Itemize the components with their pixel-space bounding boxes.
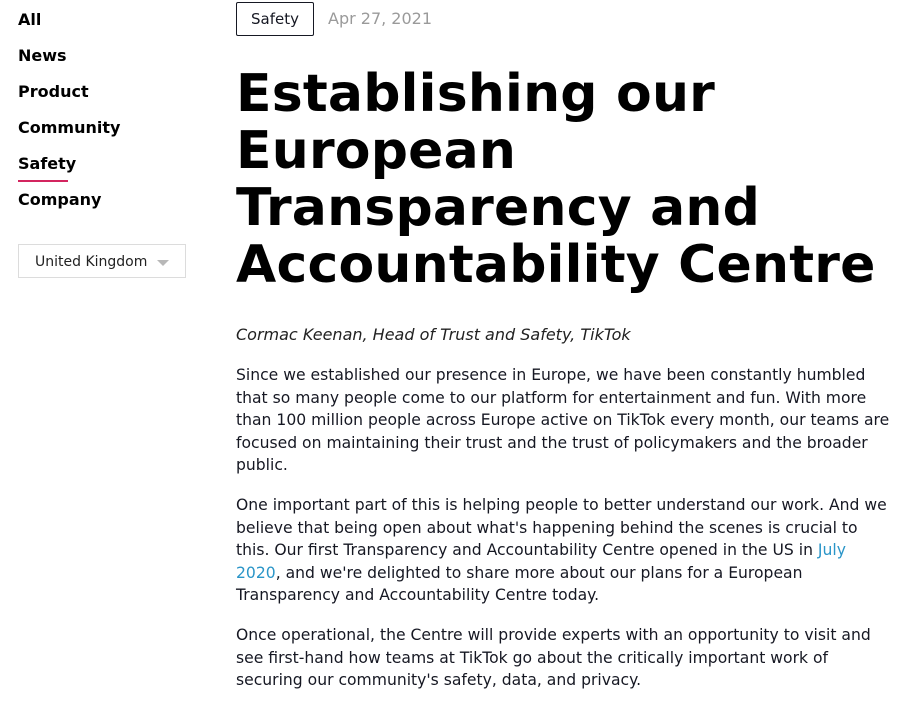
region-select[interactable] bbox=[18, 244, 186, 278]
article-title: Establishing our European Transparency and Accountability Centre bbox=[236, 64, 876, 295]
article-byline: Cormac Keenan, Head of Trust and Safety, TikTok bbox=[236, 325, 631, 344]
nav-item-product[interactable]: Product bbox=[18, 82, 89, 101]
publish-date: Apr 27, 2021 bbox=[328, 9, 433, 28]
paragraph-text: , and we're delighted to share more about our plans for a European Transparency and Accountability Centre today. bbox=[236, 563, 803, 604]
article-paragraph: Since we established our presence in Europe, we have been constantly humbled that so many people come to our platform for entertainment and fun. With more than 100 million people across Europe active on TikTok every month, our teams are focused on maintaining their trust and the trust of policymakers and the broader public. bbox=[236, 366, 890, 474]
paragraph-text: One important part of this is helping people to better understand our work. And we believe that being open about what's happening behind the scenes is crucial to this. Our first Transparency and Accountability Centre opened in the US in bbox=[236, 496, 887, 559]
nav-item-news[interactable]: News bbox=[18, 46, 67, 65]
category-tag[interactable]: Safety bbox=[236, 2, 314, 36]
chevron-down-icon bbox=[157, 260, 169, 266]
article-paragraph: Once operational, the Centre will provide experts with an opportunity to visit and see first-hand how teams at TikTok go about the critically important work of securing our community's safety, data, and privacy. bbox=[236, 626, 871, 689]
nav-item-all[interactable]: All bbox=[18, 10, 42, 29]
article-paragraph bbox=[236, 494, 892, 607]
region-select-value: United Kingdom bbox=[35, 254, 148, 270]
nav-item-community[interactable]: Community bbox=[18, 118, 121, 137]
nav-item-company[interactable]: Company bbox=[18, 190, 102, 209]
july-2020-link[interactable]: July 2020 bbox=[236, 541, 846, 582]
nav-item-safety[interactable]: Safety bbox=[18, 154, 77, 173]
